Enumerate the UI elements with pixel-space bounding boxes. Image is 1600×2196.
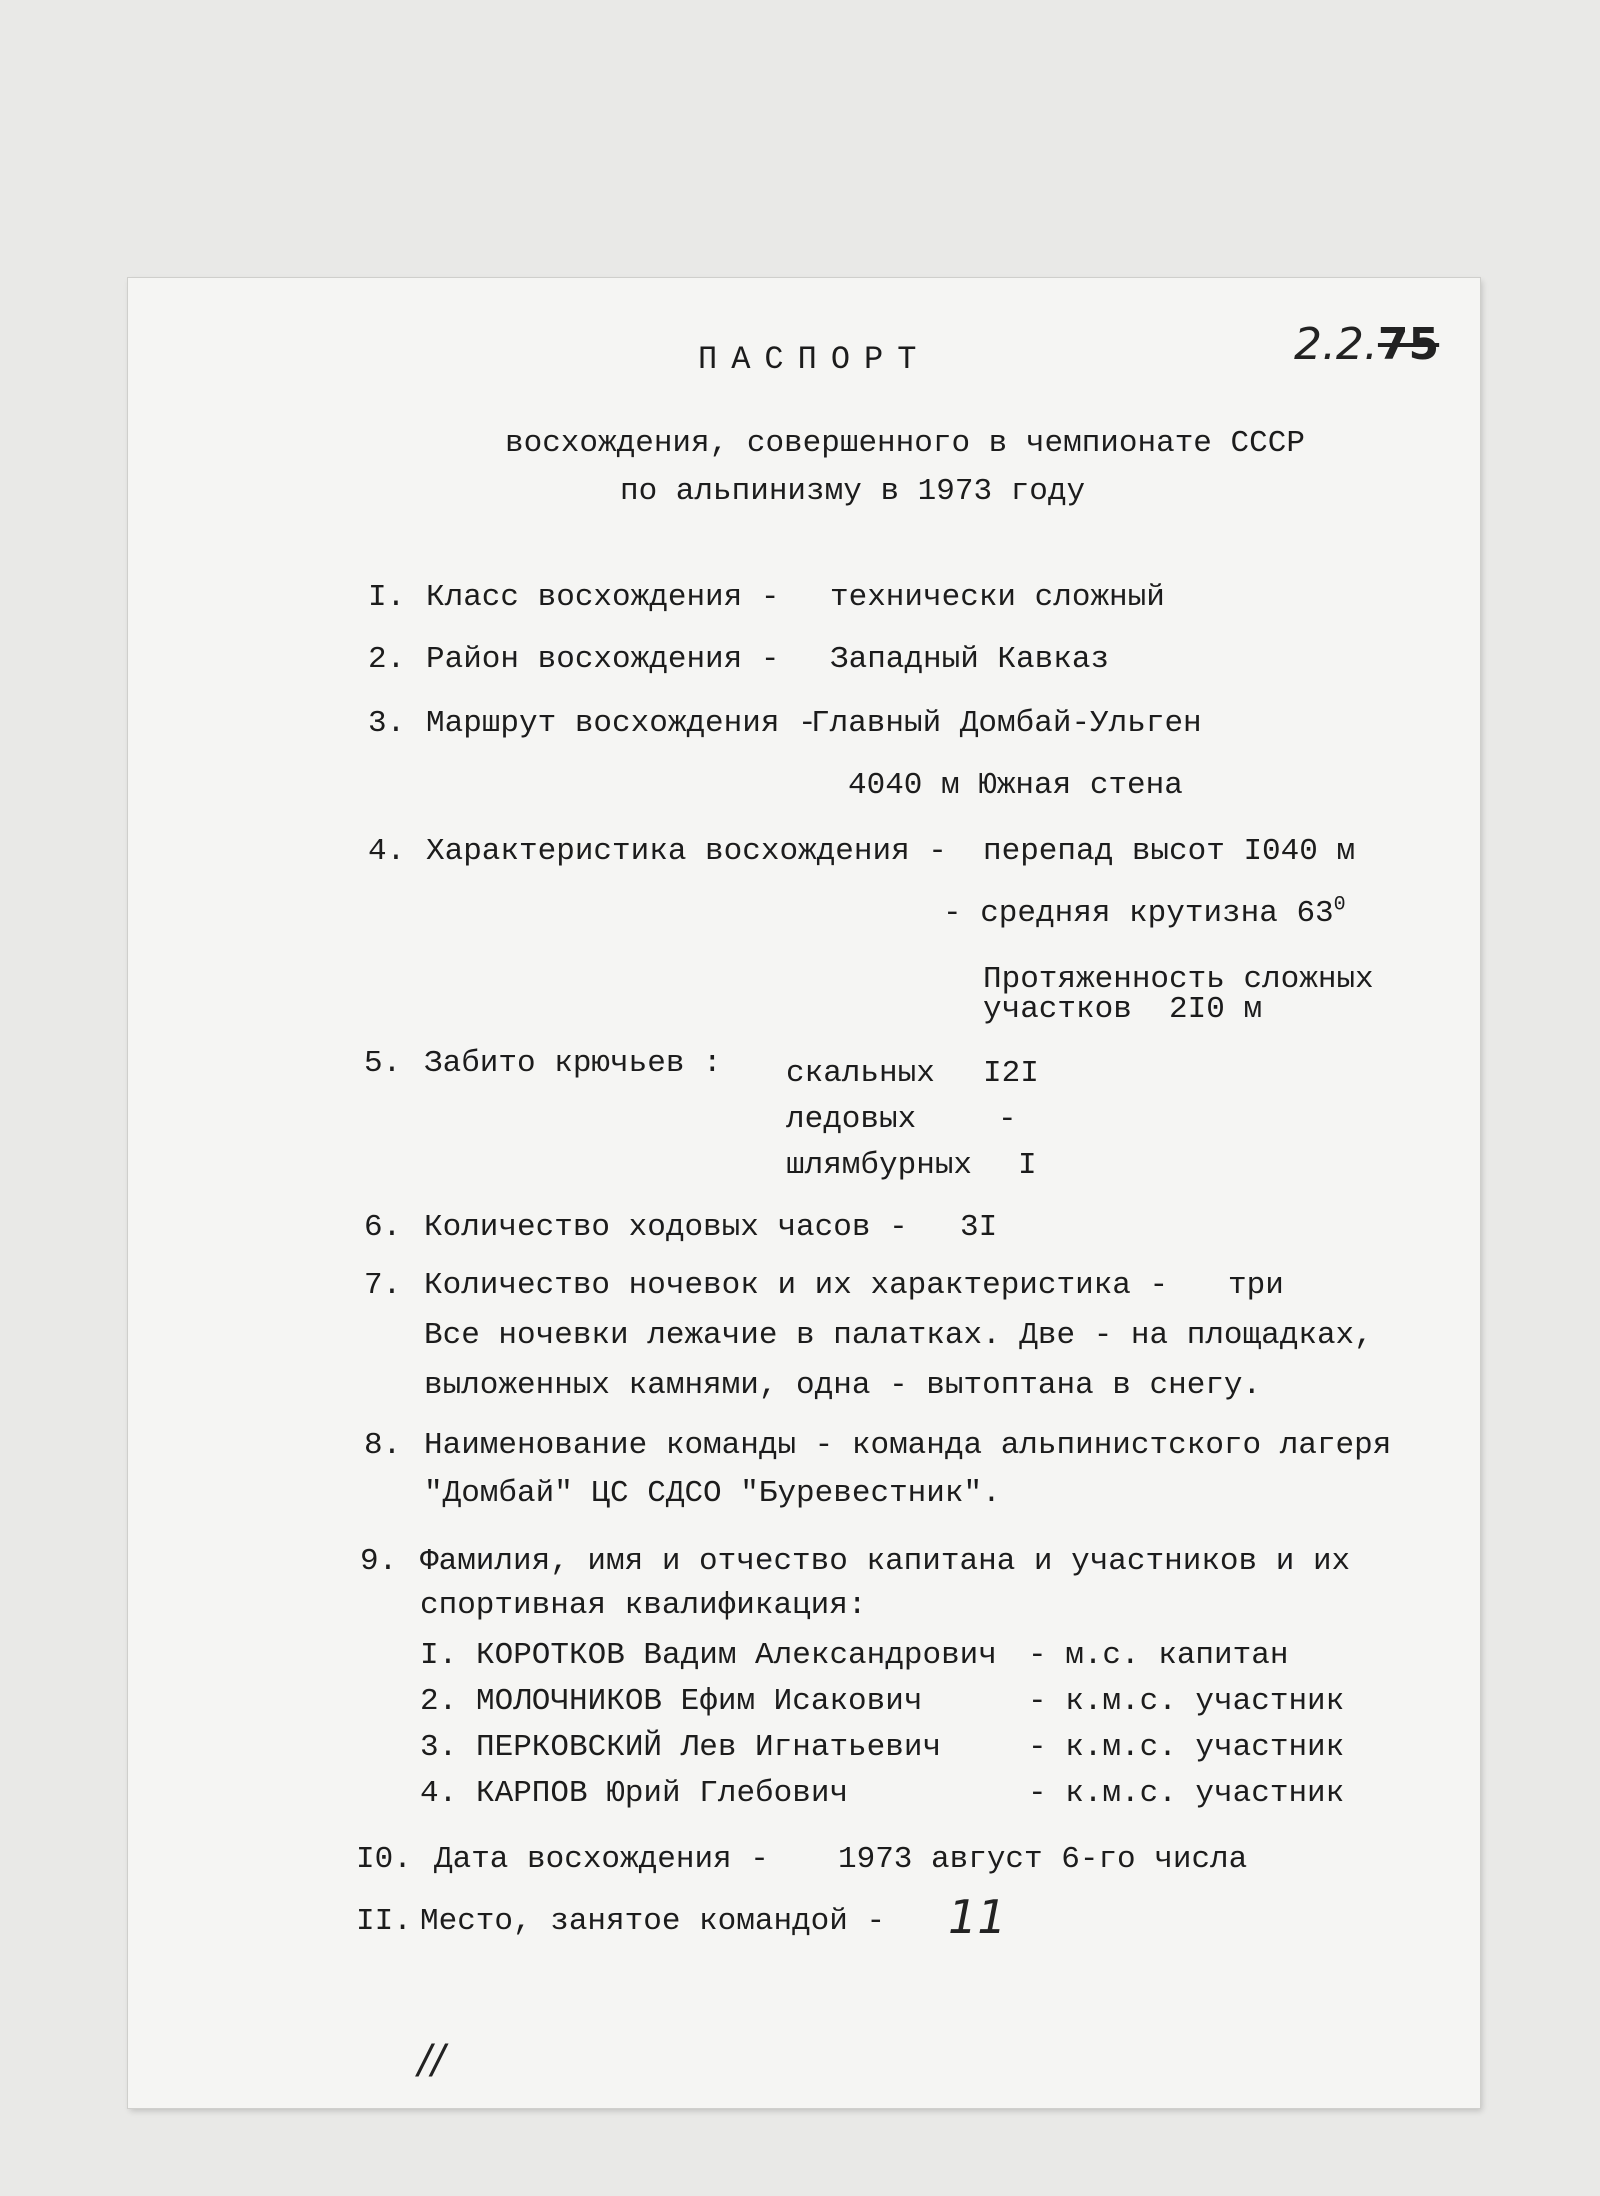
archive-number-suffix: 75 [1377,319,1440,370]
item-3-number: 3. [368,706,406,741]
member-2-number: 2. [420,1684,458,1719]
item-10-value: 1973 август 6-го числа [838,1842,1248,1877]
item-2-number: 2. [368,642,406,677]
item-6-value: 3I [960,1210,998,1245]
item-6-label: Количество ходовых часов - [424,1210,908,1245]
item-11-label: Место, занятое командой - [420,1904,886,1939]
item-7-line-2: Все ночевки лежачие в палатках. Две - на площадках, [424,1318,1373,1353]
item-5-row-3-count: I [1018,1148,1037,1183]
item-5-label: Забито крючьев : [424,1046,722,1081]
item-4-line-3: Протяженность сложных [983,962,1374,997]
item-11-number: II. [356,1904,412,1939]
subtitle-line-2: по альпинизму в 1973 году [620,474,1086,509]
item-5-number: 5. [364,1046,402,1081]
item-4-line-2-text: - средняя крутизна 63 [943,896,1334,931]
item-4-value: перепад высот I040 м [983,834,1356,869]
item-4-line-2 [943,893,1346,932]
item-6-number: 6. [364,1210,402,1245]
item-8-line-1: Наименование команды - команда альпинистского лагеря [424,1428,1392,1463]
member-2-role: - к.м.с. участник [1028,1684,1345,1719]
item-5-row-1-name: скальных [786,1056,935,1091]
item-7-number: 7. [364,1268,402,1303]
item-7-line-3: выложенных камнями, одна - вытоптана в снегу. [424,1368,1262,1403]
item-4-line-4: участков 2I0 м [983,992,1263,1027]
item-8-number: 8. [364,1428,402,1463]
document-sheet [128,278,1480,2108]
item-9-line-1: Фамилия, имя и отчество капитана и участников и их [420,1544,1351,1579]
item-4-label: Характеристика восхождения - [426,834,947,869]
item-7-value: три [1228,1268,1284,1303]
document-title: ПАСПОРТ [698,341,931,378]
member-4-role: - к.м.с. участник [1028,1776,1345,1811]
item-10-number: I0. [356,1842,412,1877]
item-2-label: Район восхождения - [426,642,780,677]
item-5-row-1-count: I2I [983,1056,1039,1091]
item-3-label: Маршрут восхождения - [426,706,817,741]
member-4-name: КАРПОВ Юрий Глебович [476,1776,849,1811]
subtitle-line-1: восхождения, совершенного в чемпионате СССР [505,426,1305,461]
member-3-number: 3. [420,1730,458,1765]
item-5-row-3-name: шлямбурных [786,1148,973,1183]
footer-handwritten-mark: // [418,2037,445,2083]
item-5-row-2-count: - [998,1102,1017,1137]
item-10-label: Дата восхождения - [434,1842,769,1877]
member-2-name: МОЛОЧНИКОВ Ефим Исакович [476,1684,923,1719]
member-1-number: I. [420,1638,458,1673]
item-9-line-2: спортивная квалификация: [420,1588,867,1623]
item-7-label: Количество ночевок и их характеристика - [424,1268,1169,1303]
item-5-row-2-name: ледовых [786,1102,917,1137]
member-3-role: - к.м.с. участник [1028,1730,1345,1765]
archive-number-prefix: 2.2. [1293,319,1378,370]
item-4-degree: 0 [1333,893,1346,917]
item-1-label: Класс восхождения - [426,580,780,615]
item-11-handwritten-value: 11 [948,1890,1007,1944]
member-1-role: - м.с. капитан [1028,1638,1289,1673]
item-3-value-2: 4040 м Южная стена [848,768,1183,803]
member-3-name: ПЕРКОВСКИЙ Лев Игнатьевич [476,1730,942,1765]
item-1-number: I. [368,580,406,615]
item-9-number: 9. [360,1544,398,1579]
item-1-value: технически сложный [830,580,1165,615]
archive-number [1238,270,1439,420]
item-3-value: Главный Домбай-Ульген [811,706,1202,741]
item-8-line-2: "Домбай" ЦС СДСО "Буревестник". [424,1476,1001,1511]
member-1-name: КОРОТКОВ Вадим Александрович [476,1638,997,1673]
member-4-number: 4. [420,1776,458,1811]
item-2-value: Западный Кавказ [830,642,1110,677]
item-4-number: 4. [368,834,406,869]
